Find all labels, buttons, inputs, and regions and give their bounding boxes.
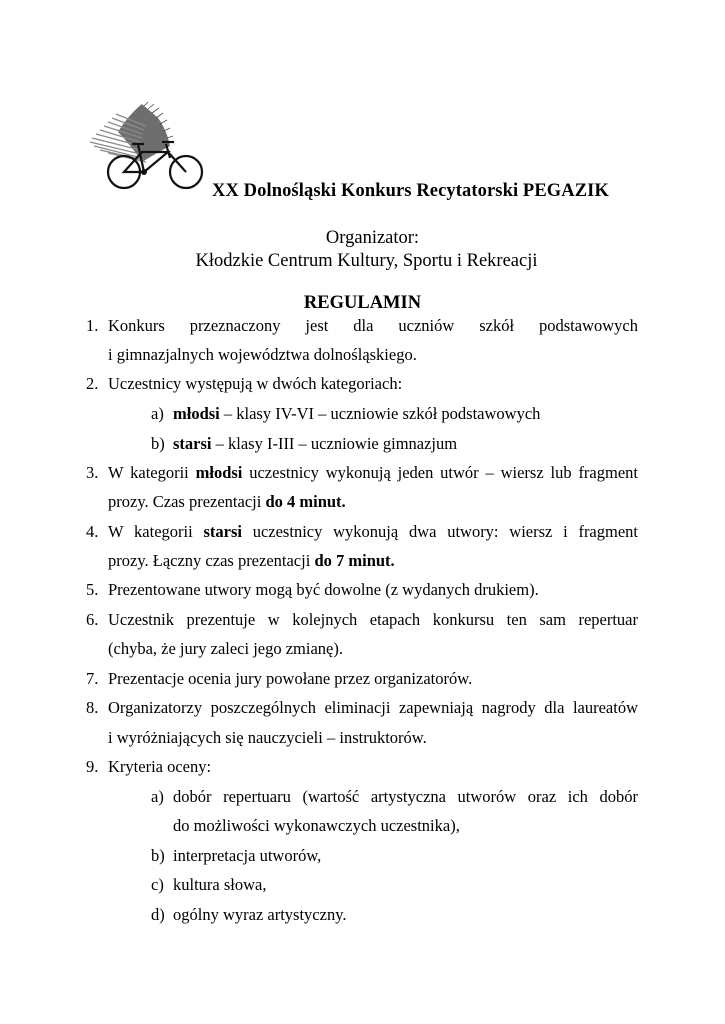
rule-9-d-text: ogólny wyraz artystyczny. [173, 905, 347, 924]
rule-6-line-2: (chyba, że jury zaleci jego zmianę). [108, 639, 343, 658]
rule-3-line-2 [108, 492, 346, 512]
regulations-heading: REGULAMIN [303, 293, 422, 313]
rule-6-line-1: Uczestnik prezentuje w kolejnych etapach konkursu ten sam repertuar [108, 610, 638, 629]
rule-1-line-2: i gimnazjalnych województwa dolnośląskiego. [108, 345, 417, 364]
rule-7-number: 7. [86, 669, 99, 688]
organizer-name: Kłodzkie Centrum Kultury, Sportu i Rekreacji [195, 251, 538, 271]
rule-5-line-1: Prezentowane utwory mogą być dowolne (z wydanych drukiem). [108, 580, 539, 599]
rule-6-number: 6. [86, 610, 99, 629]
rule-9-b-label: b) [151, 846, 165, 865]
rule-9-line-1: Kryteria oceny: [108, 757, 212, 776]
rule-3-line-1-post: uczestnicy wykonują jeden utwór – wiersz lub fragment [242, 463, 638, 482]
rule-4-line-1 [108, 522, 638, 542]
rule-3-line-1-bold: młodsi [195, 463, 243, 482]
organizer-label: Organizator: [325, 228, 420, 248]
rule-2-line-1: Uczestnicy występują w dwóch kategoriach: [108, 374, 403, 393]
rule-9-d-label: d) [151, 905, 165, 924]
rule-4-number: 4. [86, 522, 99, 541]
rule-3-line-1 [108, 463, 638, 483]
document-title: XX Dolnośląski Konkurs Recytatorski PEGAZIK [212, 181, 609, 201]
rule-1-number: 1. [86, 316, 99, 335]
rule-9-a-label: a) [151, 787, 164, 806]
rule-2-number: 2. [86, 374, 99, 393]
rule-3-number: 3. [86, 463, 99, 482]
rule-4-line-2 [108, 551, 395, 571]
pegazik-logo-icon [82, 100, 212, 200]
rule-9-a-line-1: dobór repertuaru (wartość artystyczna utworów oraz ich dobór [173, 787, 638, 806]
rule-3-line-1-pre: W kategorii [108, 463, 196, 482]
category-younger: młodsi [173, 404, 220, 423]
rule-1-line-1: Konkurs przeznaczony jest dla uczniów szkół podstawowych [108, 316, 638, 335]
rule-4-line-1-post: uczestnicy wykonują dwa utwory: wiersz i fragment [241, 522, 639, 541]
rule-3-time-limit: do 4 minut. [265, 492, 346, 511]
rule-2-b-rest: – klasy I-III – uczniowie gimnazjum [211, 434, 458, 453]
rule-9-c-text: kultura słowa, [173, 875, 267, 894]
category-older: starsi [173, 434, 212, 453]
rule-4-line-1-bold: starsi [203, 522, 242, 541]
rule-7-line-1: Prezentacje ocenia jury powołane przez organizatorów. [108, 669, 473, 688]
rule-5-number: 5. [86, 580, 99, 599]
rule-2-a-rest: – klasy IV-VI – uczniowie szkół podstawowych [219, 404, 541, 423]
rule-3-line-2-pre: prozy. Czas prezentacji [108, 492, 266, 511]
rule-9-number: 9. [86, 757, 99, 776]
rule-2-a-text [173, 404, 540, 424]
rule-4-line-2-pre: prozy. Łączny czas prezentacji [108, 551, 315, 570]
rule-2-b-label: b) [151, 434, 165, 453]
rule-8-number: 8. [86, 698, 99, 717]
rule-2-b-text [173, 434, 457, 454]
rule-9-c-label: c) [151, 875, 164, 894]
rule-9-b-text: interpretacja utworów, [173, 846, 322, 865]
rule-4-time-limit: do 7 minut. [314, 551, 395, 570]
rule-4-line-1-pre: W kategorii [108, 522, 204, 541]
rule-9-a-line-2: do możliwości wykonawczych uczestnika), [173, 816, 460, 835]
rule-8-line-1: Organizatorzy poszczególnych eliminacji zapewniają nagrody dla laureatów [108, 698, 638, 717]
rule-2-a-label: a) [151, 404, 164, 423]
rule-8-line-2: i wyróżniających się nauczycieli – instruktorów. [108, 728, 427, 747]
